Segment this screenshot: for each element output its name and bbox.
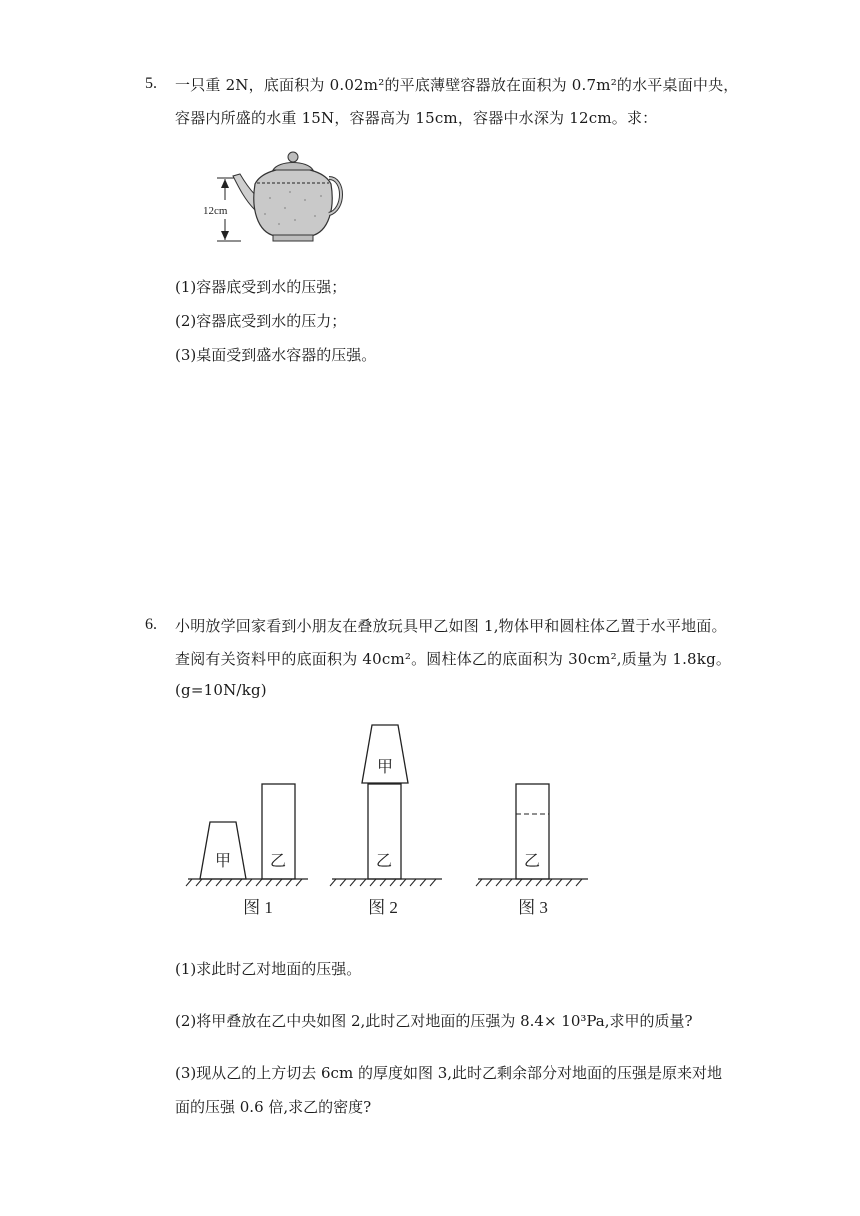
caption-fig1: 图 1 bbox=[243, 898, 273, 917]
yi-label-fig3: 乙 bbox=[523, 853, 541, 870]
question-5-line-2: 容器内所盛的水重 15N，容器高为 15cm，容器中水深为 12cm。求： bbox=[175, 109, 658, 127]
question-6-line-1: 小明放学回家看到小朋友在叠放玩具甲乙如图 1,物体甲和圆柱体乙置于水平地面。 bbox=[175, 617, 727, 635]
stacking-figure bbox=[180, 715, 600, 925]
question-6-line-2: 查阅有关资料甲的底面积为 40cm²。圆柱体乙的底面积为 30cm²,质量为 1.8kg。 bbox=[175, 650, 732, 668]
caption-fig3: 图 3 bbox=[518, 898, 548, 917]
jia-label-fig1: 甲 bbox=[214, 853, 232, 870]
question-5-number: 5. bbox=[145, 75, 157, 92]
question-5-sub-2: (2)容器底受到水的压力； bbox=[175, 312, 347, 330]
caption-fig2: 图 2 bbox=[368, 898, 398, 917]
question-6-sub-2: (2)将甲叠放在乙中央如图 2,此时乙对地面的压强为 8.4× 10³Pa,求甲的质量? bbox=[175, 1012, 693, 1030]
question-5-sub-3: (3)桌面受到盛水容器的压强。 bbox=[175, 346, 377, 364]
question-6-line-3: (g=10N/kg) bbox=[175, 681, 267, 699]
question-6-sub-1: (1)求此时乙对地面的压强。 bbox=[175, 960, 362, 978]
question-6-sub-3-line-2: 面的压强 0.6 倍,求乙的密度? bbox=[175, 1098, 372, 1116]
question-5-line-1: 一只重 2N，底面积为 0.02m²的平底薄壁容器放在面积为 0.7m²的水平桌面中央， bbox=[175, 76, 739, 94]
yi-label-fig1: 乙 bbox=[269, 853, 287, 870]
question-5-sub-1: (1)容器底受到水的压强； bbox=[175, 278, 347, 296]
jia-label-fig2: 甲 bbox=[376, 759, 394, 776]
depth-label: 12cm bbox=[203, 205, 228, 217]
question-6-number: 6. bbox=[145, 616, 157, 633]
teapot-figure bbox=[195, 148, 345, 248]
yi-label-fig2: 乙 bbox=[375, 853, 393, 870]
jia-block-fig1 bbox=[200, 822, 246, 879]
question-6-sub-3-line-1: (3)现从乙的上方切去 6cm 的厚度如图 3,此时乙剩余部分对地面的压强是原来对地 bbox=[175, 1064, 723, 1082]
